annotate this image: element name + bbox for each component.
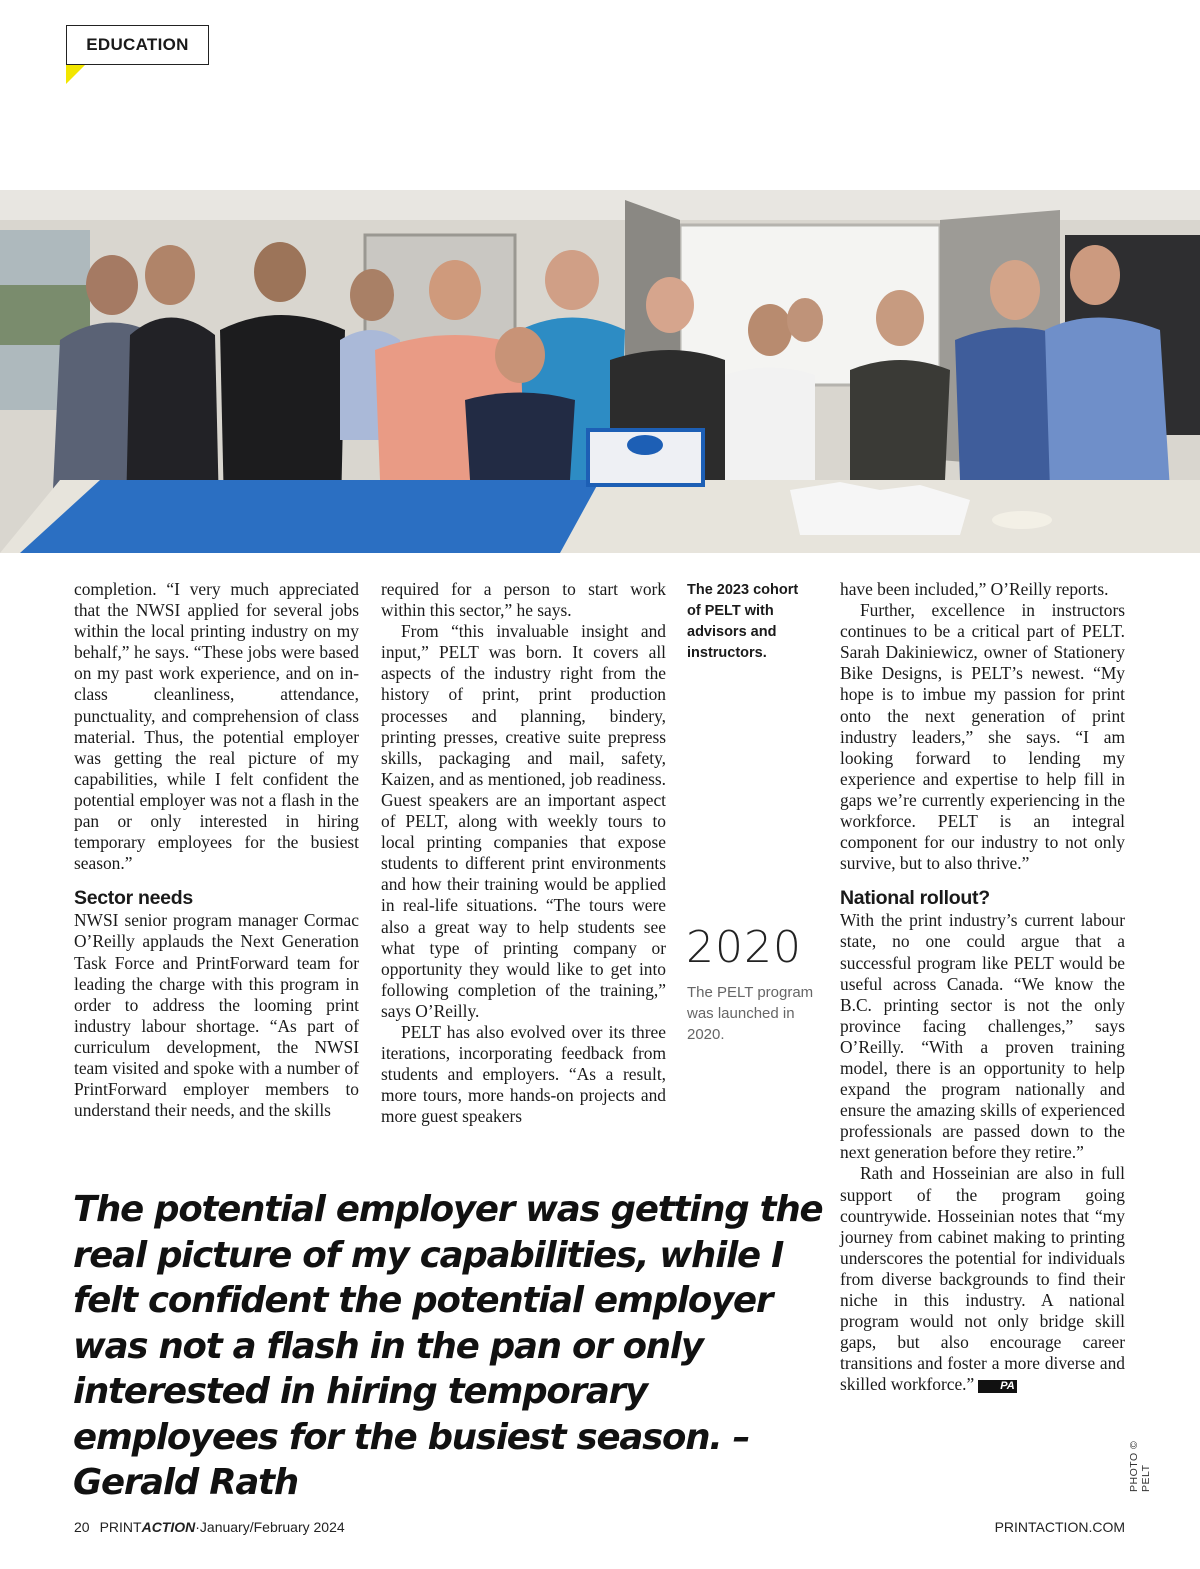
paragraph: have been included,” O’Reilly reports.	[840, 579, 1109, 599]
section-tag-accent	[66, 65, 85, 84]
paragraph-text: Rath and Hosseinian are also in full support of the program going countrywide. Hosseinian notes that “my journey from cabinet making to printing underscores the potential for individuals from diverse backgrounds to find their niche in this industry. A national program would not only bridge skill gaps, but also encourage career transitions and foster a more diverse and skilled workforce.”	[840, 1163, 1125, 1395]
stat-description: The PELT program was launched in 2020.	[687, 984, 814, 1043]
subheading-national-rollout: National rollout?	[840, 887, 990, 910]
article-column-1	[74, 579, 359, 1121]
end-mark: PA	[978, 1380, 1016, 1393]
cohort-photo	[0, 190, 1200, 553]
paragraph: From “this invaluable insight and input,” PELT was born. It covers all aspects of the industry right from the history of print, print production processes and planning, bindery, printing presses, creative suite prepress skills, packaging and mail, safety, Kaizen, and as mentioned, job readiness. Guest speakers are an important aspect of PELT, along with weekly tours to local printing companies that expose students to different print environments and how their training would be applied in real-life situations. “The tours were also a great way to help students see what type of printing company or opportunity they would like to get into following completion of the training,” says O’Reilly.	[381, 621, 666, 1021]
stat-number: 2020	[686, 922, 802, 973]
paragraph: required for a person to start work within this sector,” he says.	[381, 579, 666, 621]
paragraph: completion. “I very much appreciated that the NWSI applied for several jobs within the local printing industry on my behalf,” he says. “These jobs were based on my past work experience, and on in-class cleanliness, attendance, punctuality, and comprehension of class material. Thus, the potential employer was getting the real picture of my capabilities, while I felt confident the potential employer was not a flash in the pan or only interested in hiring temporary employees for the busiest season.”	[74, 579, 359, 874]
paragraph: With the print industry’s current labour state, no one could argue that a successful program like PELT would be useful across Canada. “We know the B.C. printing sector is not the only province facing challenges,” says O’Reilly. “With a proven training model, there is an opportunity to help expand the program nationally and ensure the amazing skills of experienced professionals are passed down to the next generation before they retire.”	[840, 910, 1125, 1163]
footer-publication	[74, 1519, 345, 1535]
paragraph: PELT has also evolved over its three iterations, incorporating feedback from students and employers. “As a result, more tours, more hands-on projects and more guest speakers	[381, 1021, 666, 1127]
section-label: EDUCATION	[86, 35, 189, 54]
issue-date: ·January/February 2024	[195, 1519, 345, 1535]
paragraph	[840, 1163, 1125, 1395]
subheading-sector-needs: Sector needs	[74, 887, 193, 910]
paragraph: NWSI senior program manager Cormac O’Reilly applauds the Next Generation Task Force and PrintForward team for leading the charge with this program in order to address the looming print industry labour shortage. “As part of curriculum development, the NWSI team visited and spoke with a number of PrintForward employer members to understand their needs, and the skills	[74, 910, 359, 1121]
section-tag	[66, 25, 209, 65]
article-column-2	[381, 579, 666, 1127]
photo-caption: The 2023 cohort of PELT with advisors and instructors.	[687, 582, 799, 661]
publication-name-bold: ACTION	[141, 1519, 196, 1535]
page-number: 20	[74, 1519, 90, 1535]
pull-quote: The potential employer was getting the real picture of my capabilities, while I felt confident the potential employer was not a flash in the pan or only interested in hiring temporary employees for the busiest season. – Gerald Rath	[73, 1189, 823, 1503]
footer-website: PRINTACTION.COM	[994, 1519, 1125, 1535]
publication-name-plain: PRINT	[99, 1519, 142, 1535]
photo-credit: PHOTO © PELT	[1128, 1440, 1152, 1492]
paragraph: Further, excellence in instructors continues to be a critical part of PELT. Sarah Dakiniewicz, owner of Stationery Bike Designs, is PELT’s newest. “My hope is to imbue my passion for print onto the next generation of print industry leaders,” she says. “I am looking forward to lending my experience and expertise to help fill in gaps we’re currently experiencing in the workforce. PELT is an integral component for our industry to not only survive, but to also thrive.”	[840, 600, 1125, 874]
article-column-3	[840, 579, 1125, 1395]
